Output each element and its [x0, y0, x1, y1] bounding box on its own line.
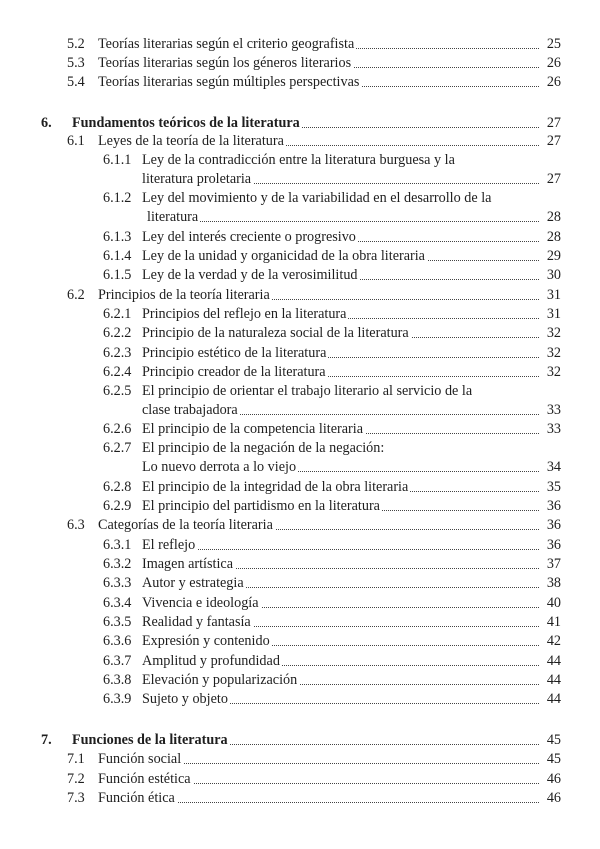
toc-entry-number: 6.3.1	[103, 537, 132, 553]
toc-chapter-title: Fundamentos teóricos de la literatura	[72, 115, 539, 132]
toc-entry-number: 6.3.3	[103, 575, 132, 591]
toc-entry-title: Función ética	[98, 790, 539, 807]
toc-entry-title: Elevación y popularización	[142, 672, 539, 689]
toc-entry-title: El principio de la competencia literaria	[142, 421, 539, 438]
toc-entry-page: 33	[546, 402, 561, 418]
toc-entry-page: 30	[546, 267, 561, 283]
toc-entry-number: 6.2.4	[103, 364, 132, 380]
toc-entry-number: 6.1.3	[103, 229, 132, 245]
toc-entry-title: Categorías de la teoría literaria	[98, 517, 539, 534]
toc-entry-page: 45	[546, 751, 561, 767]
toc-entry-title: clase trabajadora	[142, 402, 539, 419]
toc-entry-number: 6.2.1	[103, 306, 132, 322]
toc-entry-number: 7.3	[67, 790, 85, 806]
toc-entry-title: Principio estético de la literatura	[142, 345, 539, 362]
toc-entry-page: 34	[546, 459, 561, 475]
toc-chapter-number: 7.	[41, 732, 52, 748]
toc-entry-title: El principio de la integridad de la obra literaria	[142, 479, 539, 496]
toc-entry-page: 26	[546, 74, 561, 90]
toc-entry-title: Realidad y fantasía	[142, 614, 539, 631]
toc-entry-page: 36	[546, 537, 561, 553]
toc-entry-page: 26	[546, 55, 561, 71]
toc-entry-title-line1: El principio de orientar el trabajo literario al servicio de la	[142, 383, 473, 399]
toc-entry-title: Vivencia e ideología	[142, 595, 539, 612]
toc-entry-title: Teorías literarias según múltiples perspectivas	[98, 74, 539, 91]
toc-entry-number: 6.3.6	[103, 633, 132, 649]
toc-entry-page: 28	[546, 229, 561, 245]
leader-dots	[147, 221, 539, 222]
toc-entry-title: Principios del reflejo en la literatura	[142, 306, 539, 323]
toc-entry-number: 6.1.2	[103, 190, 132, 206]
toc-entry-page: 46	[546, 771, 561, 787]
toc-entry-number: 6.2.5	[103, 383, 132, 399]
toc-entry-page: 44	[546, 691, 561, 707]
toc-entry-title-line1: Ley de la contradicción entre la literatura burguesa y la	[142, 152, 455, 168]
toc-entry-title: Sujeto y objeto	[142, 691, 539, 708]
toc-entry-page: 27	[546, 133, 561, 149]
toc-entry-title: Función social	[98, 751, 539, 768]
toc-entry-title: Imagen artística	[142, 556, 539, 573]
toc-entry-number: 5.2	[67, 36, 85, 52]
leader-dots	[142, 549, 539, 550]
toc-entry-title: literatura proletaria	[142, 171, 539, 188]
toc-entry-page: 45	[546, 732, 561, 748]
toc-entry-number: 6.3.5	[103, 614, 132, 630]
toc-entry-title: Principio de la naturaleza social de la literatura	[142, 325, 539, 342]
toc-entry-title: Amplitud y profundidad	[142, 653, 539, 670]
toc-entry-page: 25	[546, 36, 561, 52]
toc-entry-page: 44	[546, 672, 561, 688]
toc-entry-title: Ley del interés creciente o progresivo	[142, 229, 539, 246]
toc-entry-number: 6.3.7	[103, 653, 132, 669]
toc-entry-title: Ley de la verdad y de la verosimilitud	[142, 267, 539, 284]
toc-entry-page: 27	[546, 171, 561, 187]
toc-entry-page: 32	[546, 345, 561, 361]
toc-entry-page: 37	[546, 556, 561, 572]
toc-entry-title: Teorías literarias según los géneros literarios	[98, 55, 539, 72]
toc-entry-title: Autor y estrategia	[142, 575, 539, 592]
toc-entry-number: 6.3.9	[103, 691, 132, 707]
toc-entry-page: 36	[546, 498, 561, 514]
toc-entry-number: 6.2.8	[103, 479, 132, 495]
toc-entry-title: Lo nuevo derrota a lo viejo	[142, 459, 539, 476]
toc-entry-title-line1: Ley del movimiento y de la variabilidad en el desarrollo de la	[142, 190, 492, 206]
toc-entry-title: literatura	[147, 209, 539, 226]
toc-entry-page: 38	[546, 575, 561, 591]
toc-entry-number: 6.1	[67, 133, 85, 149]
toc-entry-title: Teorías literarias según el criterio geografista	[98, 36, 539, 53]
toc-chapter-title: Funciones de la literatura	[72, 732, 539, 749]
toc-entry-page: 46	[546, 790, 561, 806]
toc-entry-title: Leyes de la teoría de la literatura	[98, 133, 539, 150]
toc-entry-number: 6.2.2	[103, 325, 132, 341]
toc-entry-number: 6.2	[67, 287, 85, 303]
toc-entry-page: 41	[546, 614, 561, 630]
toc-entry-title: El reflejo	[142, 537, 539, 554]
toc-entry-number: 6.3	[67, 517, 85, 533]
toc-entry-title: El principio del partidismo en la literatura	[142, 498, 539, 515]
toc-entry-title: Principio creador de la literatura	[142, 364, 539, 381]
toc-entry-page: 32	[546, 325, 561, 341]
toc-entry-number: 5.4	[67, 74, 85, 90]
toc-entry-number: 6.3.8	[103, 672, 132, 688]
toc-entry-page: 42	[546, 633, 561, 649]
toc-entry-page: 32	[546, 364, 561, 380]
toc-entry-page: 44	[546, 653, 561, 669]
toc-entry-title-line1: El principio de la negación de la negación:	[142, 440, 385, 456]
toc-entry-number: 6.1.4	[103, 248, 132, 264]
toc-entry-number: 6.1.5	[103, 267, 132, 283]
toc-entry-page: 35	[546, 479, 561, 495]
toc-entry-page: 29	[546, 248, 561, 264]
toc-entry-title: Función estética	[98, 771, 539, 788]
toc-chapter-number: 6.	[41, 115, 52, 131]
toc-entry-page: 31	[546, 306, 561, 322]
toc-entry-number: 6.3.2	[103, 556, 132, 572]
toc-entry-number: 6.2.9	[103, 498, 132, 514]
toc-entry-number: 5.3	[67, 55, 85, 71]
toc-entry-page: 33	[546, 421, 561, 437]
toc-entry-number: 7.2	[67, 771, 85, 787]
toc-entry-page: 28	[546, 209, 561, 225]
toc-entry-title: Ley de la unidad y organicidad de la obra literaria	[142, 248, 539, 265]
toc-entry-number: 6.2.3	[103, 345, 132, 361]
toc-entry-page: 40	[546, 595, 561, 611]
toc-entry-page: 31	[546, 287, 561, 303]
toc-entry-number: 7.1	[67, 751, 85, 767]
toc-entry-page: 27	[546, 115, 561, 131]
toc-entry-number: 6.2.7	[103, 440, 132, 456]
toc-entry-number: 6.1.1	[103, 152, 132, 168]
toc-entry-title: Expresión y contenido	[142, 633, 539, 650]
toc-entry-number: 6.3.4	[103, 595, 132, 611]
toc-entry-title: Principios de la teoría literaria	[98, 287, 539, 304]
toc-entry-number: 6.2.6	[103, 421, 132, 437]
toc-entry-page: 36	[546, 517, 561, 533]
